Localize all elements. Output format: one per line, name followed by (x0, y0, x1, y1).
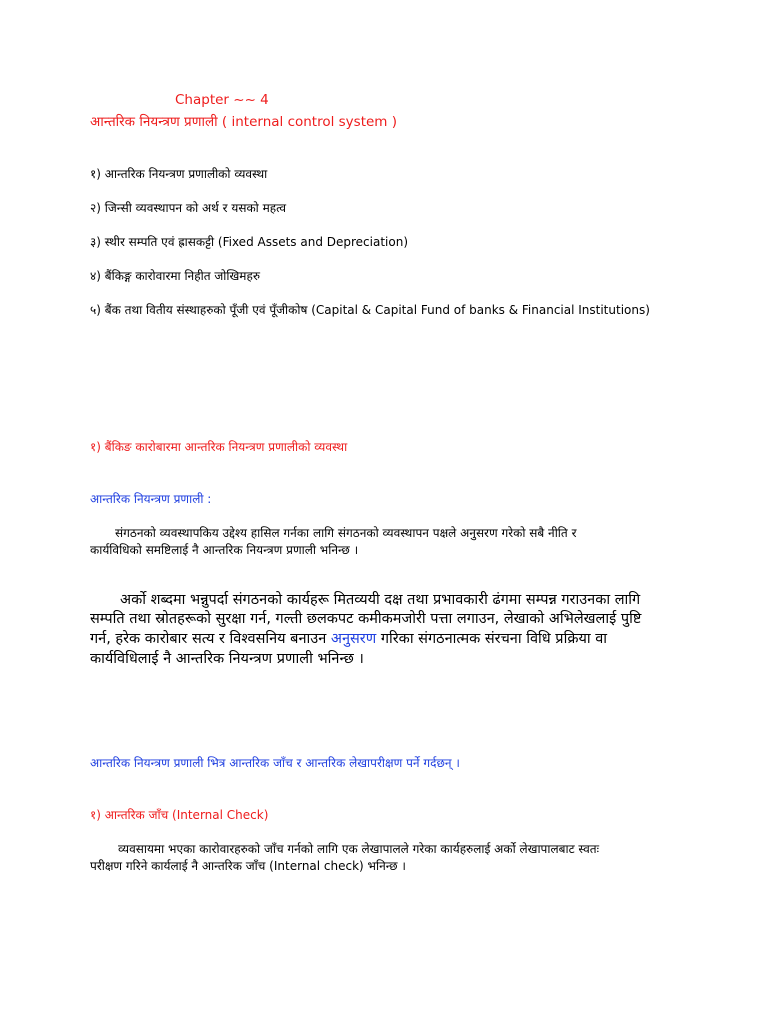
chapter-label: Chapter ~~ 4 (175, 92, 269, 108)
contents-item-1: १) आन्तरिक नियन्त्रण प्रणालीको व्यवस्था (90, 167, 268, 181)
contents-item-4: ४) बैंकिङ्ग कारोवारमा निहीत जोखिमहरु (90, 269, 261, 283)
section2-para-line2: परीक्षण गरिने कार्यलाई नै आन्तरिक जाँच (Internal check) भनिन्छ । (90, 859, 406, 873)
section1-para2-line4: कार्यविधिलाई नै आन्तरिक नियन्त्रण प्रणाली भनिन्छ । (90, 651, 364, 667)
section1-subheading: आन्तरिक नियन्त्रण प्रणाली : (90, 492, 212, 506)
section2-subheading: १) आन्तरिक जाँच (Internal Check) (90, 808, 269, 822)
section1-para1-line2: कार्यविधिको समष्टिलाई नै आन्तरिक नियन्त्रण प्रणाली भनिन्छ । (90, 543, 359, 557)
section1-para2-line2: सम्पति तथा स्रोतहरूको सुरक्षा गर्न, गल्ती छलकपट कमीकमजोरी पत्ता लगाउन, लेखाको अभिलेखलाई पुष्टि (90, 611, 642, 627)
contents-item-5: ५) बैंक तथा वितीय संस्थाहरुको पूँजी एवं पूँजीकोष (Capital & Capital Fund of banks & Financial Institutions) (90, 303, 650, 317)
highlighted-word: अनुसरण (330, 631, 377, 647)
section1-para2-line3-end: गरिका संगठनात्मक संरचना विधि प्रक्रिया वा (376, 631, 608, 647)
section1-para2-line1: अर्को शब्दमा भन्नुपर्दा संगठनको कार्यहरू मितव्ययी दक्ष तथा प्रभावकारी ढंगमा सम्पन्न गराउनका लागि (120, 592, 641, 608)
section2-para-line1: व्यवसायमा भएका कारोवारहरुको जाँच गर्नको लागि एक लेखापालले गरेका कार्यहरुलाई अर्को लेखापालबाट स्वतः (118, 842, 600, 856)
section2-heading: आन्तरिक नियन्त्रण प्रणाली भित्र आन्तरिक जाँच र आन्तरिक लेखापरीक्षण पर्ने गर्दछन् । (90, 756, 460, 770)
section1-para2-line3-start: गर्न, हरेक कारोबार सत्य र विश्वसनिय बनाउन (90, 631, 331, 647)
section1-para1-line1: संगठनको व्यवस्थापकिय उद्देश्य हासिल गर्नका लागि संगठनको व्यवस्थापन पक्षले अनुसरण गरेको सबै नीति र (115, 526, 577, 540)
section1-para2-line3 (90, 628, 607, 650)
contents-item-2: २) जिन्सी व्यवस्थापन को अर्थ र यसको महत्व (90, 201, 286, 215)
section1-heading: १) बैंकिङ कारोबारमा आन्तरिक नियन्त्रण प्रणालीको व्यवस्था (90, 440, 348, 454)
contents-item-3: ३) स्थीर सम्पति एवं ह्रासकट्टी (Fixed Assets and Depreciation) (90, 235, 408, 249)
page-title: आन्तरिक नियन्त्रण प्रणाली ( internal control system ) (90, 114, 398, 130)
